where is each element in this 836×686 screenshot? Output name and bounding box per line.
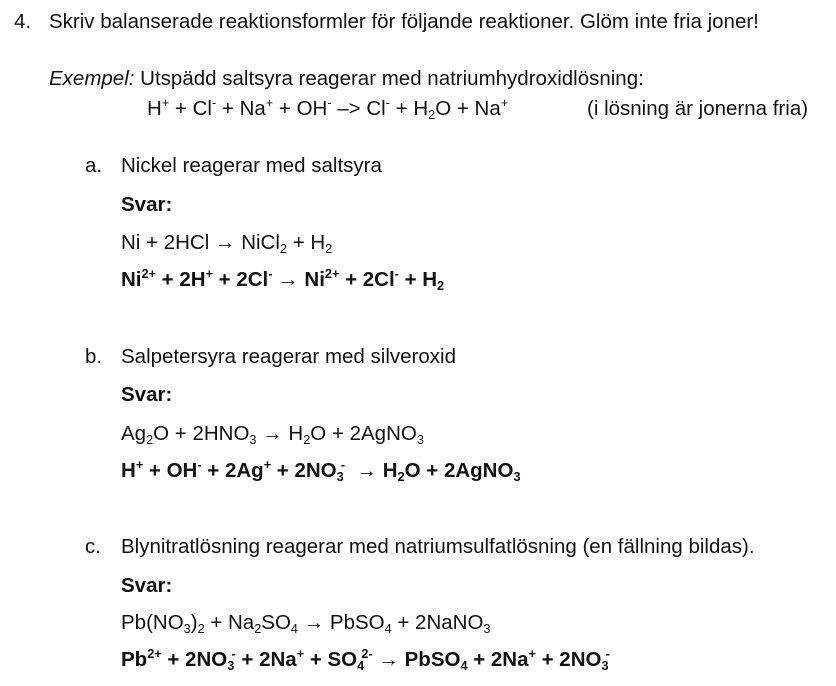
part-a-equation-ionic: $Ni^{2+} + 2H^+ + 2Cl^- \to Ni^{2+} + 2Cl^- + H_2$ bbox=[121, 266, 445, 293]
question-number: 4. bbox=[14, 10, 32, 33]
part-a-answer-label: Svar: bbox=[121, 193, 173, 216]
part-c-answer-label: Svar: bbox=[121, 574, 173, 597]
part-a-task: Nickel reagerar med saltsyra bbox=[121, 154, 382, 177]
example-label: Exempel: bbox=[49, 67, 135, 90]
part-c-equation-ionic: $Pb^{2+} + 2NO_3^- + 2Na^+ + SO_4^{2-}$ → PbSO$_4$ + $2Na^+ + 2NO_3^-$ bbox=[121, 646, 610, 673]
part-c-letter: c. bbox=[85, 535, 101, 558]
part-b-letter: b. bbox=[85, 345, 103, 368]
question-text: Skriv balanserade reaktionsformler för följande reaktioner. Glöm inte fria joner! bbox=[49, 10, 759, 33]
part-a-letter: a. bbox=[85, 154, 103, 177]
part-a-equation-molecular: Ni + 2HCl → NiCl$_2$ + $H_2$ bbox=[121, 231, 333, 256]
example-note: (i lösning är jonerna fria) bbox=[587, 97, 809, 120]
part-b-answer-label: Svar: bbox=[121, 383, 173, 406]
example-text: Utspädd saltsyra reagerar med natriumhydroxidlösning: bbox=[140, 67, 644, 90]
part-b-task: Salpetersyra reagerar med silveroxid bbox=[121, 345, 456, 368]
part-c-equation-molecular: $Pb(NO_3)_2 + Na_2SO_4$ → PbSO$_4$ + 2NaNO$_3$ bbox=[121, 611, 491, 636]
part-c-task: Blynitratlösning reagerar med natriumsulfatlösning (en fällning bildas). bbox=[121, 535, 755, 558]
part-b-equation-ionic: $H^+ + OH^- + 2Ag^+ + 2NO_3^- \to H_2O$ + 2AgNO$_3$ bbox=[121, 457, 521, 484]
part-b-equation-molecular: $Ag_2O + 2HNO_3 \to H_2O$ + 2AgNO$_3$ bbox=[121, 422, 424, 447]
example-equation: $H^+ + Cl^- + Na^+ + OH^- -> Cl^- + H_2O + Na^+$ bbox=[147, 95, 509, 122]
example-line bbox=[49, 69, 644, 90]
